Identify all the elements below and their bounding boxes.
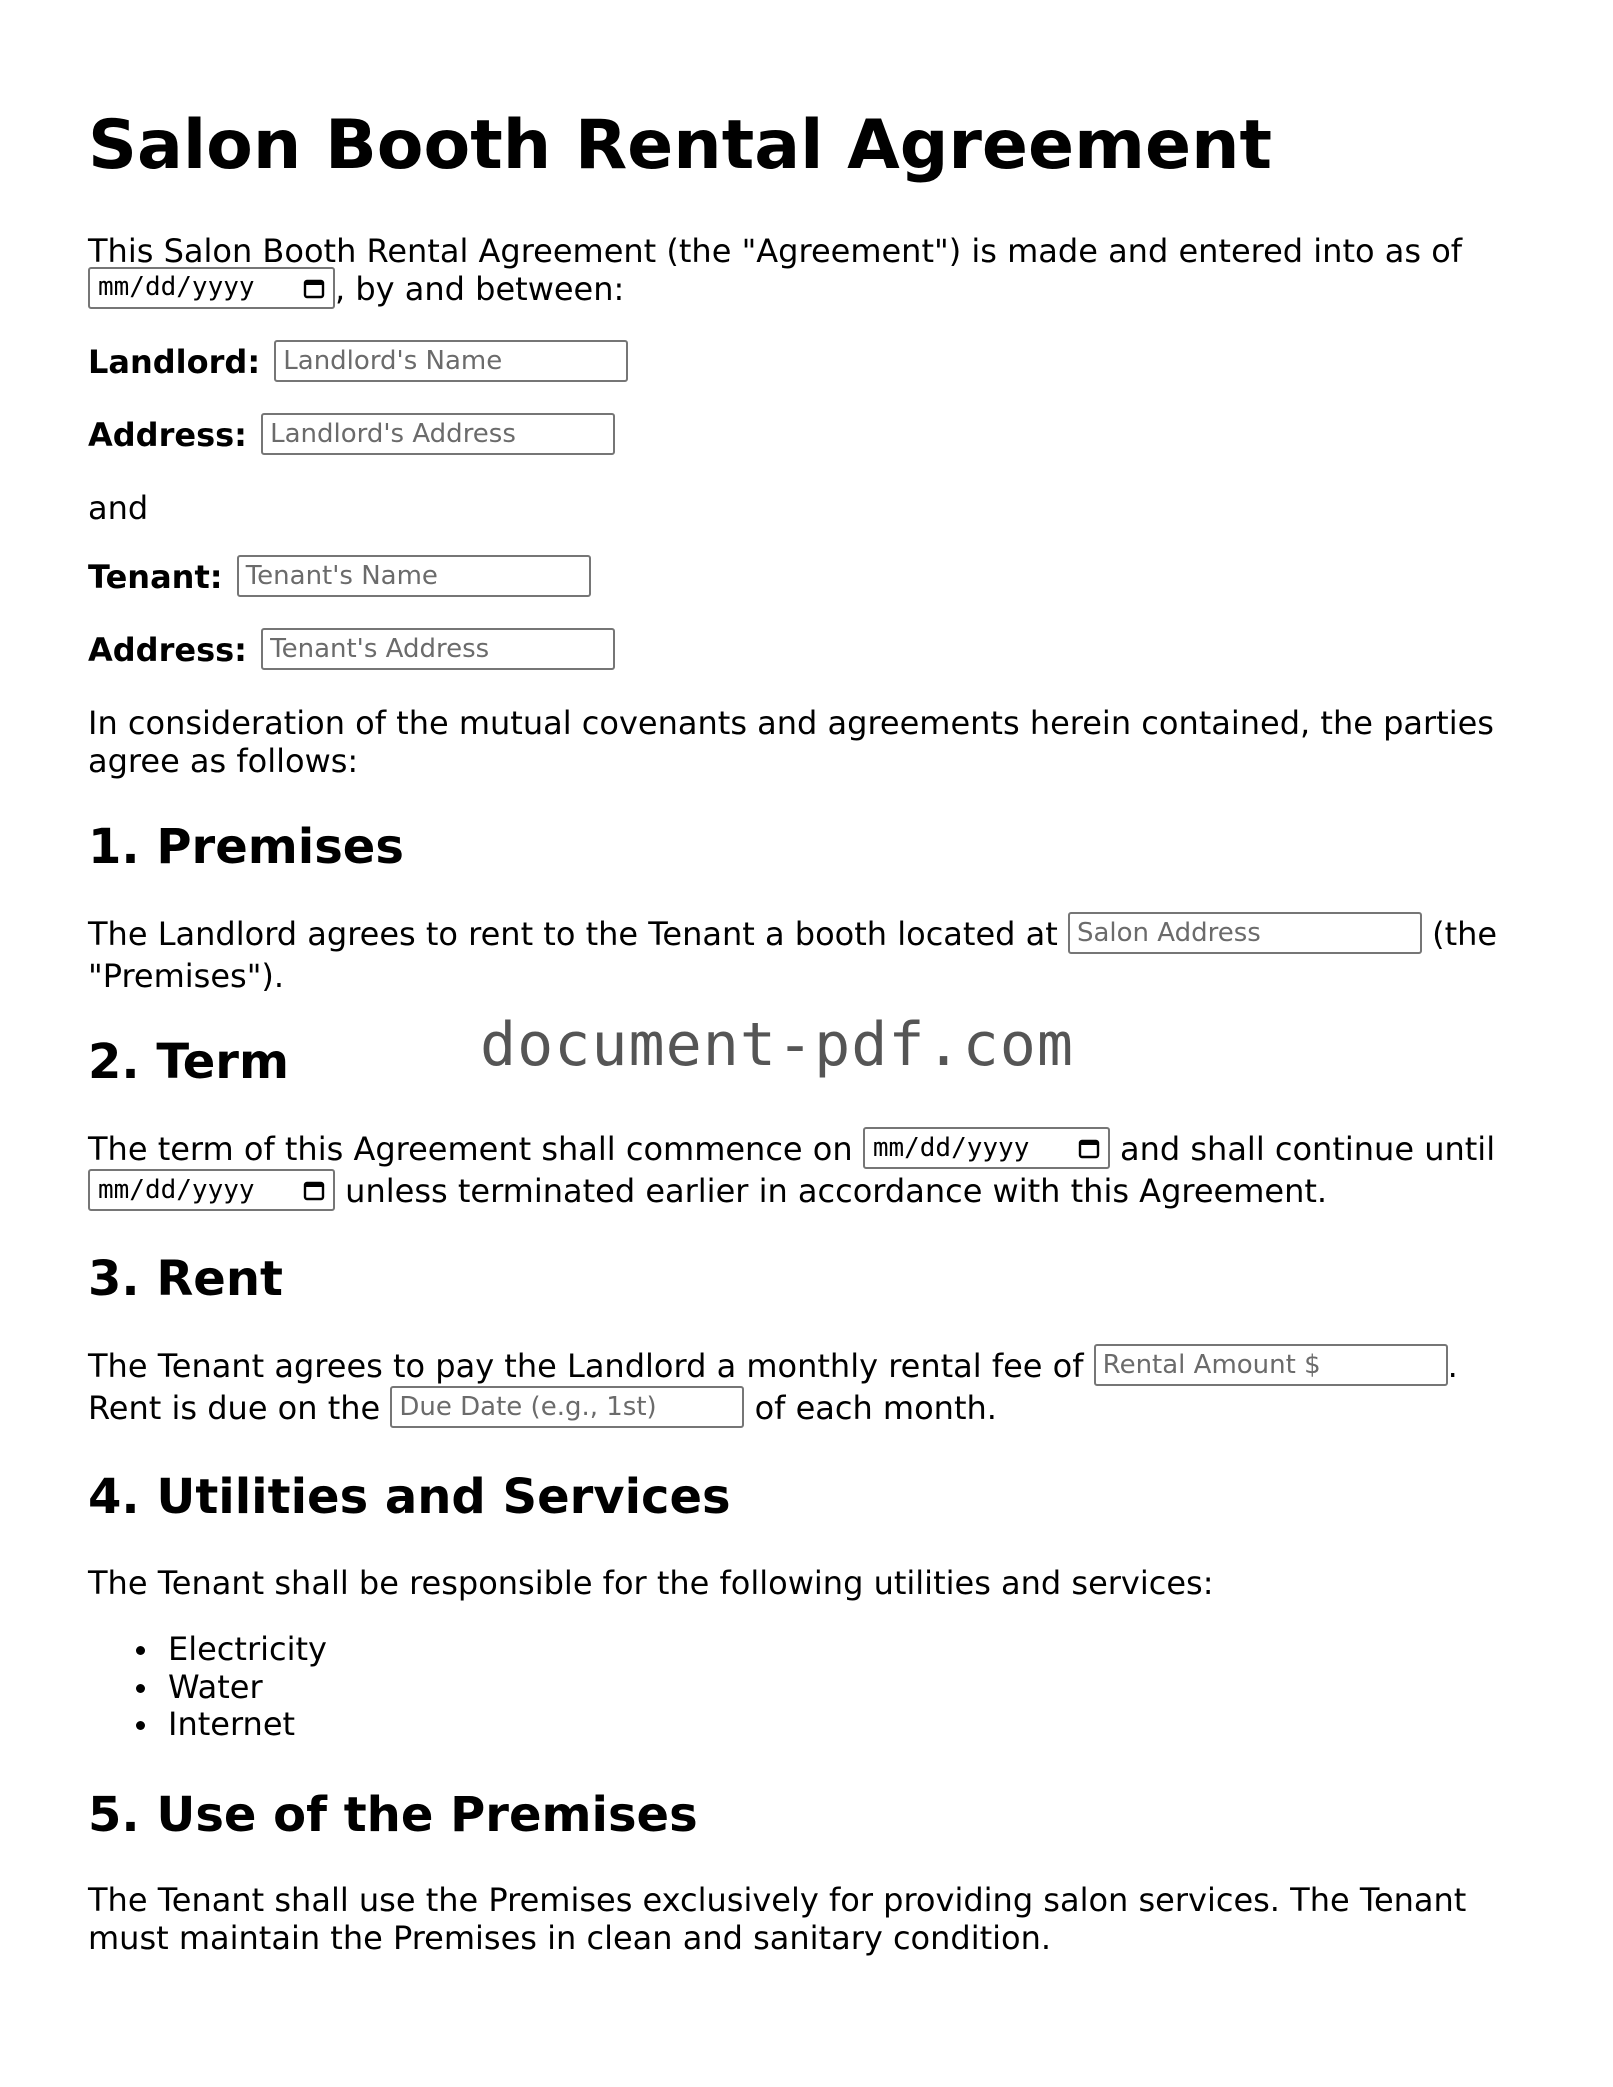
landlord-address-input[interactable]: Landlord's Address xyxy=(261,413,615,455)
utilities-list xyxy=(88,1631,327,1744)
term-text-middle: and shall continue until xyxy=(1119,1130,1496,1168)
term-text: The term of this Agreement shall commence on xyxy=(88,1130,853,1168)
watermark: document-pdf.com xyxy=(480,1010,1074,1080)
page-title: Salon Booth Rental Agreement xyxy=(88,106,1273,185)
term-end-date-input[interactable] xyxy=(88,1169,335,1211)
section-heading-use: 5. Use of the Premises xyxy=(88,1787,698,1843)
landlord-address-line xyxy=(88,417,1528,455)
section-heading-rent: 3. Rent xyxy=(88,1251,283,1307)
calendar-icon[interactable] xyxy=(1078,1137,1100,1159)
landlord-name-input[interactable]: Landlord's Name xyxy=(274,340,628,382)
list-item: Internet xyxy=(88,1706,327,1744)
agreement-date-input[interactable] xyxy=(88,267,335,309)
rent-text: The Tenant agrees to pay the Landlord a monthly rental fee of xyxy=(88,1347,1084,1385)
rent-period: . xyxy=(1447,1347,1458,1385)
tenant-address-input[interactable]: Tenant's Address xyxy=(261,628,615,670)
term-paragraph xyxy=(88,1128,1528,1212)
tenant-line xyxy=(88,559,1528,597)
rental-amount-input[interactable]: Rental Amount $ xyxy=(1094,1344,1448,1386)
rent-due-text: Rent is due on the xyxy=(88,1389,381,1427)
due-date-input[interactable]: Due Date (e.g., 1st) xyxy=(390,1386,744,1428)
section-heading-term: 2. Term xyxy=(88,1034,289,1090)
tenant-address-label: Address: xyxy=(88,631,247,669)
calendar-icon[interactable] xyxy=(303,1179,325,1201)
and-text: and xyxy=(88,489,149,527)
list-item: Electricity xyxy=(88,1631,327,1669)
term-start-date-input[interactable] xyxy=(863,1127,1110,1169)
tenant-name-input[interactable]: Tenant's Name xyxy=(237,555,591,597)
premises-text-after: (the "Premises"). xyxy=(88,915,1498,995)
section-heading-utilities: 4. Utilities and Services xyxy=(88,1469,731,1525)
agreement-date-placeholder: mm/dd/yyyy xyxy=(98,272,255,303)
landlord-line xyxy=(88,344,1528,382)
use-paragraph: The Tenant shall use the Premises exclusively for providing salon services. The Tenant must maintain the Premises in clean and sanitary condition. xyxy=(88,1881,1467,1957)
intro-after-date: , by and between: xyxy=(335,269,625,308)
rent-text-after: of each month. xyxy=(754,1389,997,1427)
section-heading-premises: 1. Premises xyxy=(88,819,404,875)
term-text-after: unless terminated earlier in accordance with this Agreement. xyxy=(345,1172,1328,1210)
utilities-paragraph: The Tenant shall be responsible for the following utilities and services: xyxy=(88,1564,1214,1602)
salon-address-input[interactable]: Salon Address xyxy=(1068,912,1422,954)
calendar-icon[interactable] xyxy=(303,277,325,299)
consideration-paragraph: In consideration of the mutual covenants and agreements herein contained, the parties agree as follows: xyxy=(88,704,1494,780)
landlord-label: Landlord: xyxy=(88,343,261,381)
intro-paragraph xyxy=(88,233,1528,309)
term-end-placeholder: mm/dd/yyyy xyxy=(98,1175,255,1205)
list-item: Water xyxy=(88,1669,327,1707)
landlord-address-label: Address: xyxy=(88,416,247,454)
term-start-placeholder: mm/dd/yyyy xyxy=(872,1133,1030,1163)
rent-paragraph xyxy=(88,1345,1528,1429)
intro-text: This Salon Booth Rental Agreement (the "Agreement") is made and entered into as of xyxy=(88,232,1463,270)
tenant-label: Tenant: xyxy=(88,558,223,596)
premises-paragraph xyxy=(88,913,1528,997)
tenant-address-line xyxy=(88,632,1528,670)
premises-text: The Landlord agrees to rent to the Tenant a booth located at xyxy=(88,915,1058,953)
